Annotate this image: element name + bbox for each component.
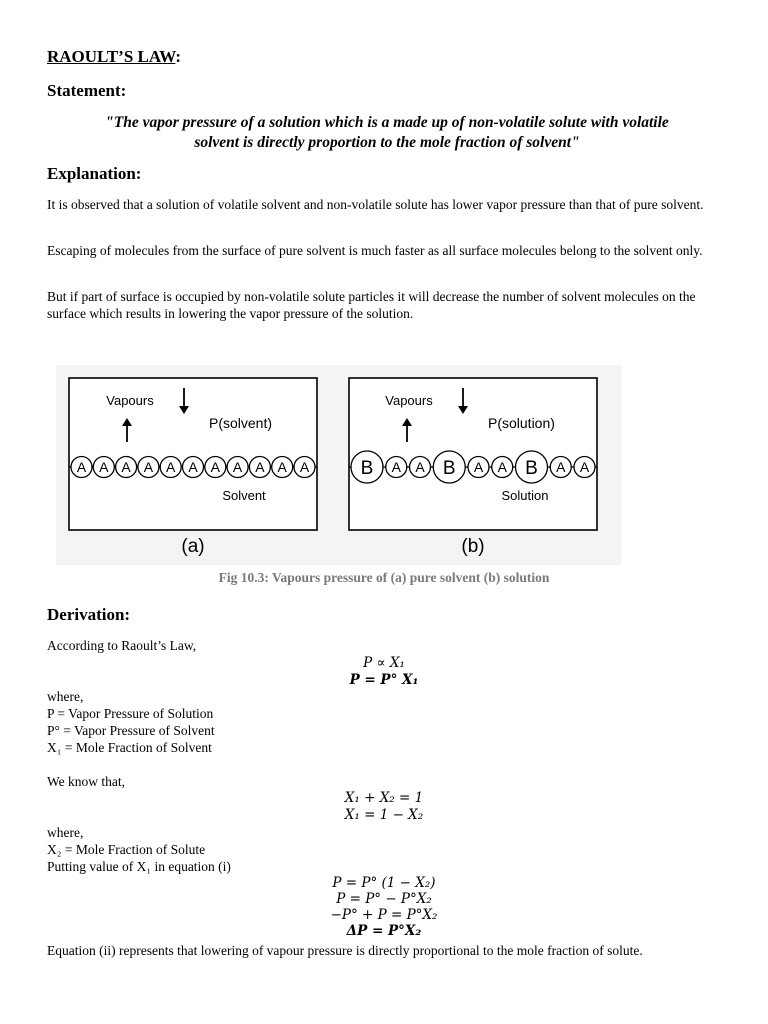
molecule-label: A [415,459,425,475]
panel-a-vapours-label: Vapours [106,393,154,408]
panel-b-label: (b) [461,536,485,557]
molecule-label: A [391,459,401,475]
solvent-molecule [574,457,595,478]
solvent-molecule [138,457,159,478]
panel-a-molecules [71,457,315,478]
molecule-label: A [497,459,507,475]
where-label: where, [47,689,84,704]
equation-raoult: P = P° X₁ [349,672,419,688]
panel-b-liquid-label: Solution [501,488,549,503]
solvent-molecule [116,457,137,478]
molecule-label: A [188,459,198,475]
explanation-paragraph: It is observed that a solution of volatile solvent and non-volatile solute has lower vapor pressure than that of pure solvent. [47,197,704,212]
molecule-label: A [556,459,566,475]
molecule-label: A [143,459,154,475]
molecule-label: A [76,459,87,475]
equation-substitute: P = P° (1 − X₂) [332,875,436,891]
molecule-label: A [473,459,484,475]
solvent-molecule [249,457,270,478]
definition-p0: P° = Vapor Pressure of Solvent [47,723,215,738]
panel-a-label: (a) [181,536,205,557]
solvent-molecule [71,457,92,478]
equation-sum: X₁ + X₂ = 1 [344,790,424,806]
solute-molecule [351,451,383,483]
we-know-label: We know that, [47,774,126,789]
derivation-heading: Derivation: [47,605,131,624]
putting-value-text: Putting value of X₁ in equation (i) [47,859,231,874]
conclusion-paragraph: Equation (ii) represents that lowering of vapour pressure is directly proportional to the mole fraction of solute. [47,943,643,958]
vapour-pressure-figure [0,360,768,565]
where-label: where, [47,825,84,840]
molecule-label: B [360,458,374,479]
solute-molecule [433,451,465,483]
solvent-molecule [550,457,571,478]
solvent-molecule [205,457,226,478]
solvent-molecule [160,457,181,478]
derivation-intro: According to Raoult’s Law, [47,638,197,653]
panel-a [69,378,317,557]
statement-quote [47,113,727,153]
panel-a-liquid-label: Solvent [222,488,266,503]
solvent-molecule [468,457,489,478]
panel-b-pressure-label: P(solution) [488,415,555,431]
statement-heading: Statement: [47,81,127,100]
definition-x1: X₁ = Mole Fraction of Solvent [47,740,212,755]
equation-proportional: P ∝ X₁ [363,655,405,671]
quote-line-1: "The vapor pressure of a solution which is a made up of non-volatile solute with volatile [105,114,669,131]
panel-a-pressure-label: P(solvent) [209,415,273,431]
solvent-molecule [272,457,293,478]
page-title: RAOULT’S LAW: [47,47,182,66]
panel-b [349,378,597,557]
molecule-label: A [255,459,265,475]
molecule-label: A [299,459,310,475]
explanation-heading: Explanation: [47,164,142,183]
panel-b-vapours-label: Vapours [385,393,433,408]
solute-molecule [516,451,548,483]
molecule-label: B [442,458,456,479]
solvent-molecule [410,457,431,478]
explanation-paragraph: But if part of surface is occupied by non-volatile solute particles it will decrease the number of solvent molecules on the surface which results in lowering the vapor pressure of the solution. [47,289,696,321]
solvent-molecule [93,457,114,478]
molecule-label: A [277,459,287,475]
explanation-paragraph: Escaping of molecules from the surface of pure solvent is much faster as all surface molecules belong to the solvent only. [47,243,703,258]
quote-line-2: solvent is directly proportion to the mole fraction of solvent" [194,134,580,151]
equation-lowering: ΔP = P°X₂ [346,923,422,939]
molecule-label: A [210,459,220,475]
molecule-label: A [232,459,243,475]
molecule-label: B [525,458,538,479]
solvent-molecule [294,457,315,478]
equation-expand: P = P° − P°X₂ [336,891,432,907]
molecule-label: A [166,459,176,475]
figure-caption: Fig 10.3: Vapours pressure of (a) pure solvent (b) solution [218,570,550,585]
equation-rearrange: −P° + P = P°X₂ [330,907,438,923]
solvent-molecule [492,457,513,478]
definition-p: P = Vapor Pressure of Solution [47,706,214,721]
molecule-label: A [121,459,131,475]
solvent-molecule [386,457,407,478]
definition-x2: X₂ = Mole Fraction of Solute [47,842,206,857]
equation-x1: X₁ = 1 − X₂ [344,807,424,823]
molecule-label: A [579,459,590,475]
solvent-molecule [227,457,248,478]
molecule-label: A [99,459,109,475]
solvent-molecule [183,457,204,478]
